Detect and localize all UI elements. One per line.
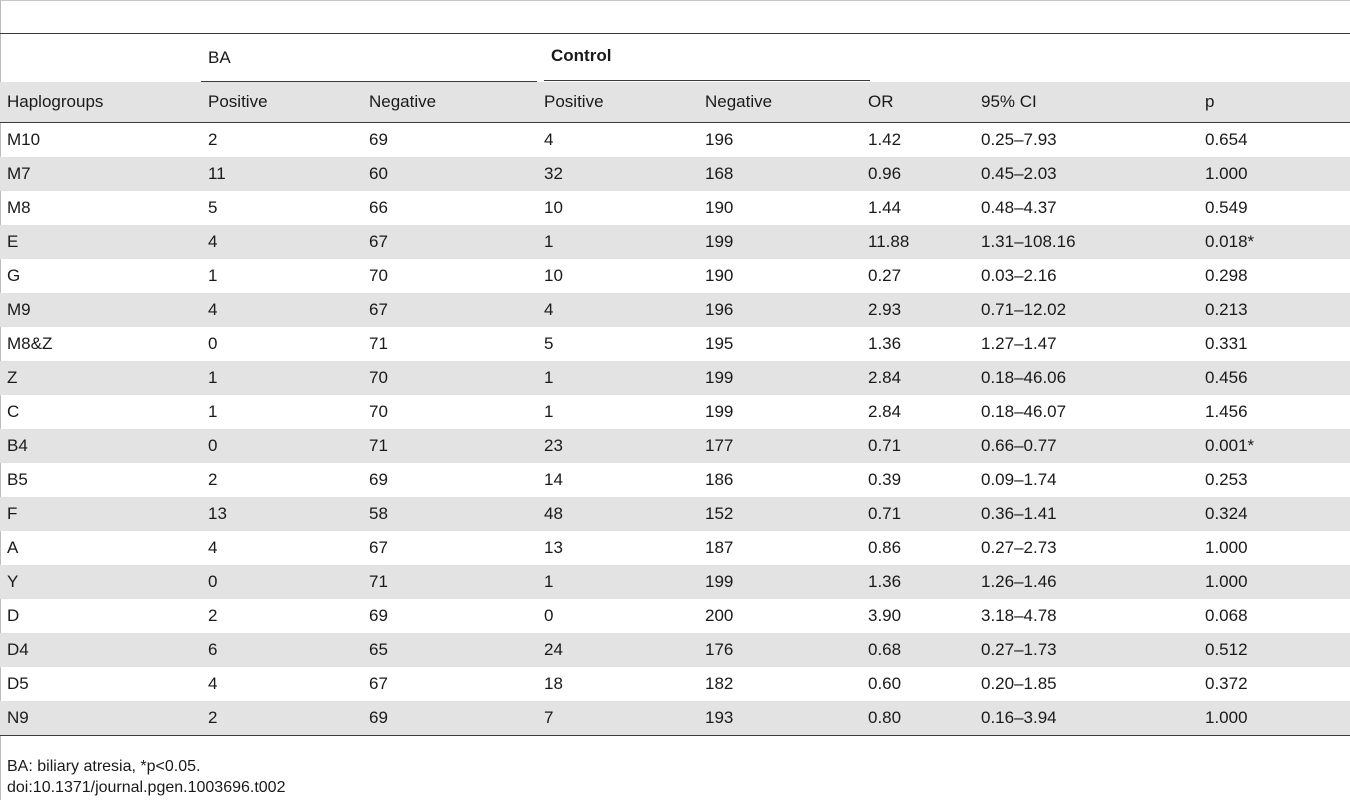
- table-row: [0, 531, 1350, 565]
- cell-p: 1.456: [1205, 402, 1248, 421]
- cell-haplogroup: M9: [0, 293, 201, 327]
- group-header-control-cell: [551, 34, 1350, 82]
- cell-p: 0.001*: [1198, 429, 1350, 463]
- cell-ci: 0.66–0.77: [974, 429, 1198, 463]
- cell-ci: 0.09–1.74: [981, 470, 1057, 489]
- cell-p: 0.324: [1198, 497, 1350, 531]
- table-row: [0, 225, 1350, 259]
- cell-control-negative: 199: [705, 402, 734, 421]
- cell-ba-negative: 71: [369, 334, 388, 353]
- cell-control-negative: 196: [705, 130, 734, 149]
- cell-control-negative: 190: [705, 266, 734, 285]
- cell-haplogroup: C: [7, 402, 20, 421]
- cell-haplogroup: B4: [0, 429, 201, 463]
- cell-control-positive: 24: [537, 633, 698, 667]
- column-header-control-positive: Positive: [537, 82, 698, 123]
- cell-ba-positive: 2: [208, 130, 218, 149]
- cell-control-negative: 190: [705, 198, 734, 217]
- cell-p: 0.372: [1205, 674, 1248, 693]
- cell-or: 3.90: [868, 606, 902, 625]
- cell-ci: 1.26–1.46: [974, 565, 1198, 599]
- table-column-header-row: [0, 82, 1350, 123]
- footnote-doi: doi:10.1371/journal.pgen.1003696.t002: [7, 779, 286, 796]
- cell-ba-negative: 70: [369, 402, 388, 421]
- cell-control-positive: 1: [537, 565, 698, 599]
- cell-p: 0.018*: [1198, 225, 1350, 259]
- cell-or: 0.71: [861, 429, 974, 463]
- cell-haplogroup: M7: [0, 157, 201, 191]
- group-header-spacer: [0, 34, 201, 82]
- cell-ba-positive: 5: [208, 198, 218, 217]
- cell-or: 1.42: [868, 130, 902, 149]
- cell-haplogroup: Z: [0, 361, 201, 395]
- table-row: [0, 327, 1350, 361]
- cell-or: 1.44: [868, 198, 902, 217]
- cell-ci: 0.18–46.07: [981, 402, 1067, 421]
- cell-haplogroup: D: [7, 606, 20, 625]
- cell-or: 2.93: [861, 293, 974, 327]
- cell-p: 0.654: [1205, 130, 1248, 149]
- cell-control-positive: 18: [544, 674, 563, 693]
- cell-ci: 3.18–4.78: [981, 606, 1057, 625]
- cell-control-positive: 10: [544, 198, 563, 217]
- cell-haplogroup: D4: [0, 633, 201, 667]
- cell-ba-positive: 0: [201, 429, 362, 463]
- cell-ci: 0.16–3.94: [974, 701, 1198, 736]
- cell-or: 2.84: [868, 402, 902, 421]
- cell-ba-negative: 70: [362, 361, 537, 395]
- cell-ba-negative: 65: [362, 633, 537, 667]
- cell-ci: 0.27–1.73: [974, 633, 1198, 667]
- table-row: [0, 565, 1350, 599]
- cell-or: 0.27: [868, 266, 902, 285]
- cell-or: 0.39: [868, 470, 902, 489]
- cell-control-negative: 177: [698, 429, 861, 463]
- cell-or: 0.71: [861, 497, 974, 531]
- table-footnotes: [7, 756, 285, 798]
- column-header-or: OR: [861, 82, 974, 123]
- cell-ba-negative: 69: [369, 470, 388, 489]
- cell-control-negative: 199: [698, 225, 861, 259]
- cell-p: 0.253: [1205, 470, 1248, 489]
- table-row: [0, 361, 1350, 395]
- cell-p: 0.068: [1205, 606, 1248, 625]
- cell-control-positive: 1: [537, 225, 698, 259]
- cell-control-positive: 7: [537, 701, 698, 736]
- table-row: [0, 497, 1350, 531]
- cell-haplogroup: A: [7, 538, 19, 557]
- cell-ba-positive: 2: [208, 606, 218, 625]
- cell-control-negative: 176: [698, 633, 861, 667]
- table-body: [0, 123, 1350, 736]
- cell-ba-negative: 67: [362, 225, 537, 259]
- group-header-ba: BA: [201, 34, 537, 82]
- page-top-border: [0, 0, 1350, 1]
- column-header-ba-positive: Positive: [201, 82, 362, 123]
- table-row: [0, 463, 1350, 497]
- cell-p: 0.331: [1205, 334, 1248, 353]
- cell-haplogroup: M10: [7, 130, 41, 149]
- cell-ba-negative: 71: [362, 565, 537, 599]
- cell-ci: 0.45–2.03: [974, 157, 1198, 191]
- cell-control-negative: 196: [698, 293, 861, 327]
- cell-control-positive: 4: [544, 130, 554, 149]
- column-header-control-negative: Negative: [698, 82, 861, 123]
- cell-or: 0.86: [868, 538, 902, 557]
- cell-control-negative: 186: [705, 470, 734, 489]
- cell-haplogroup: E: [0, 225, 201, 259]
- cell-or: 1.36: [868, 334, 902, 353]
- cell-ba-positive: 1: [208, 266, 218, 285]
- cell-p: 0.512: [1198, 633, 1350, 667]
- cell-control-positive: 10: [544, 266, 563, 285]
- cell-haplogroup: N9: [0, 701, 201, 736]
- table-row: [0, 123, 1350, 158]
- cell-or: 1.36: [861, 565, 974, 599]
- cell-or: 0.96: [861, 157, 974, 191]
- table-row: [0, 157, 1350, 191]
- cell-ba-positive: 13: [201, 497, 362, 531]
- cell-ba-positive: 4: [208, 674, 218, 693]
- group-header-control: Control: [551, 46, 612, 65]
- cell-control-positive: 0: [544, 606, 554, 625]
- cell-ba-negative: 67: [362, 293, 537, 327]
- cell-p: 1.000: [1198, 565, 1350, 599]
- column-header-ba-negative: Negative: [362, 82, 537, 123]
- cell-or: 0.68: [861, 633, 974, 667]
- cell-ci: 0.20–1.85: [981, 674, 1057, 693]
- cell-p: 0.549: [1205, 198, 1248, 217]
- cell-control-positive: 1: [537, 361, 698, 395]
- cell-p: 0.456: [1198, 361, 1350, 395]
- cell-control-negative: 152: [698, 497, 861, 531]
- table-row: [0, 395, 1350, 429]
- cell-ci: 0.71–12.02: [974, 293, 1198, 327]
- cell-ba-positive: 11: [201, 157, 362, 191]
- cell-control-negative: 187: [705, 538, 734, 557]
- table-row: [0, 667, 1350, 701]
- cell-p: 1.000: [1198, 157, 1350, 191]
- cell-ci: 1.31–108.16: [974, 225, 1198, 259]
- cell-haplogroup: M8&Z: [7, 334, 53, 353]
- cell-p: 1.000: [1198, 701, 1350, 736]
- cell-control-positive: 32: [537, 157, 698, 191]
- cell-haplogroup: D5: [7, 674, 29, 693]
- cell-ba-negative: 70: [369, 266, 388, 285]
- cell-ci: 0.36–1.41: [974, 497, 1198, 531]
- cell-ci: 0.18–46.06: [974, 361, 1198, 395]
- cell-ba-negative: 69: [369, 606, 388, 625]
- footnote-abbreviations: BA: biliary atresia, *p<0.05.: [7, 758, 201, 775]
- cell-ci: 0.27–2.73: [981, 538, 1057, 557]
- cell-haplogroup: B5: [7, 470, 28, 489]
- cell-p: 0.298: [1205, 266, 1248, 285]
- cell-ba-positive: 1: [208, 402, 218, 421]
- cell-p: 1.000: [1205, 538, 1248, 557]
- cell-control-positive: 23: [537, 429, 698, 463]
- cell-control-positive: 5: [544, 334, 554, 353]
- cell-control-negative: 200: [705, 606, 734, 625]
- cell-control-negative: 168: [698, 157, 861, 191]
- cell-ba-negative: 69: [362, 701, 537, 736]
- cell-ba-positive: 0: [208, 334, 218, 353]
- cell-control-positive: 1: [544, 402, 554, 421]
- cell-or: 0.60: [868, 674, 902, 693]
- column-header-p: p: [1198, 82, 1350, 123]
- cell-haplogroup: F: [0, 497, 201, 531]
- table-row: [0, 633, 1350, 667]
- cell-ba-negative: 67: [369, 538, 388, 557]
- cell-control-positive: 14: [544, 470, 563, 489]
- cell-ba-negative: 69: [369, 130, 388, 149]
- table-row: [0, 429, 1350, 463]
- cell-control-negative: 199: [698, 361, 861, 395]
- cell-ba-positive: 2: [208, 470, 218, 489]
- cell-ba-negative: 66: [369, 198, 388, 217]
- cell-ba-positive: 4: [208, 538, 218, 557]
- cell-ba-positive: 4: [201, 225, 362, 259]
- cell-or: 11.88: [861, 225, 974, 259]
- cell-or: 0.80: [861, 701, 974, 736]
- cell-haplogroup: G: [7, 266, 21, 285]
- cell-ba-positive: 2: [201, 701, 362, 736]
- cell-ci: 0.03–2.16: [981, 266, 1057, 285]
- haplogroup-table: [0, 33, 1350, 736]
- column-header-ci: 95% CI: [974, 82, 1198, 123]
- cell-ba-negative: 60: [362, 157, 537, 191]
- cell-p: 0.213: [1198, 293, 1350, 327]
- table-row: [0, 293, 1350, 327]
- cell-control-negative: 193: [698, 701, 861, 736]
- cell-ba-positive: 4: [201, 293, 362, 327]
- table-group-header-row: [0, 34, 1350, 82]
- cell-control-negative: 199: [698, 565, 861, 599]
- cell-haplogroup: Y: [0, 565, 201, 599]
- cell-ci: 0.25–7.93: [981, 130, 1057, 149]
- cell-ci: 0.48–4.37: [981, 198, 1057, 217]
- table-row: [0, 191, 1350, 225]
- cell-control-positive: 13: [544, 538, 563, 557]
- cell-ba-positive: 1: [201, 361, 362, 395]
- cell-ba-negative: 71: [362, 429, 537, 463]
- table-row: [0, 599, 1350, 633]
- cell-control-negative: 195: [705, 334, 734, 353]
- cell-ci: 1.27–1.47: [981, 334, 1057, 353]
- cell-ba-negative: 58: [362, 497, 537, 531]
- column-header-haplogroups: Haplogroups: [0, 82, 201, 123]
- cell-control-positive: 48: [537, 497, 698, 531]
- table-row: [0, 259, 1350, 293]
- cell-haplogroup: M8: [7, 198, 31, 217]
- cell-ba-negative: 67: [369, 674, 388, 693]
- cell-control-negative: 182: [705, 674, 734, 693]
- cell-ba-positive: 6: [201, 633, 362, 667]
- cell-control-positive: 4: [537, 293, 698, 327]
- cell-ba-positive: 0: [201, 565, 362, 599]
- table-row: [0, 701, 1350, 736]
- cell-or: 2.84: [861, 361, 974, 395]
